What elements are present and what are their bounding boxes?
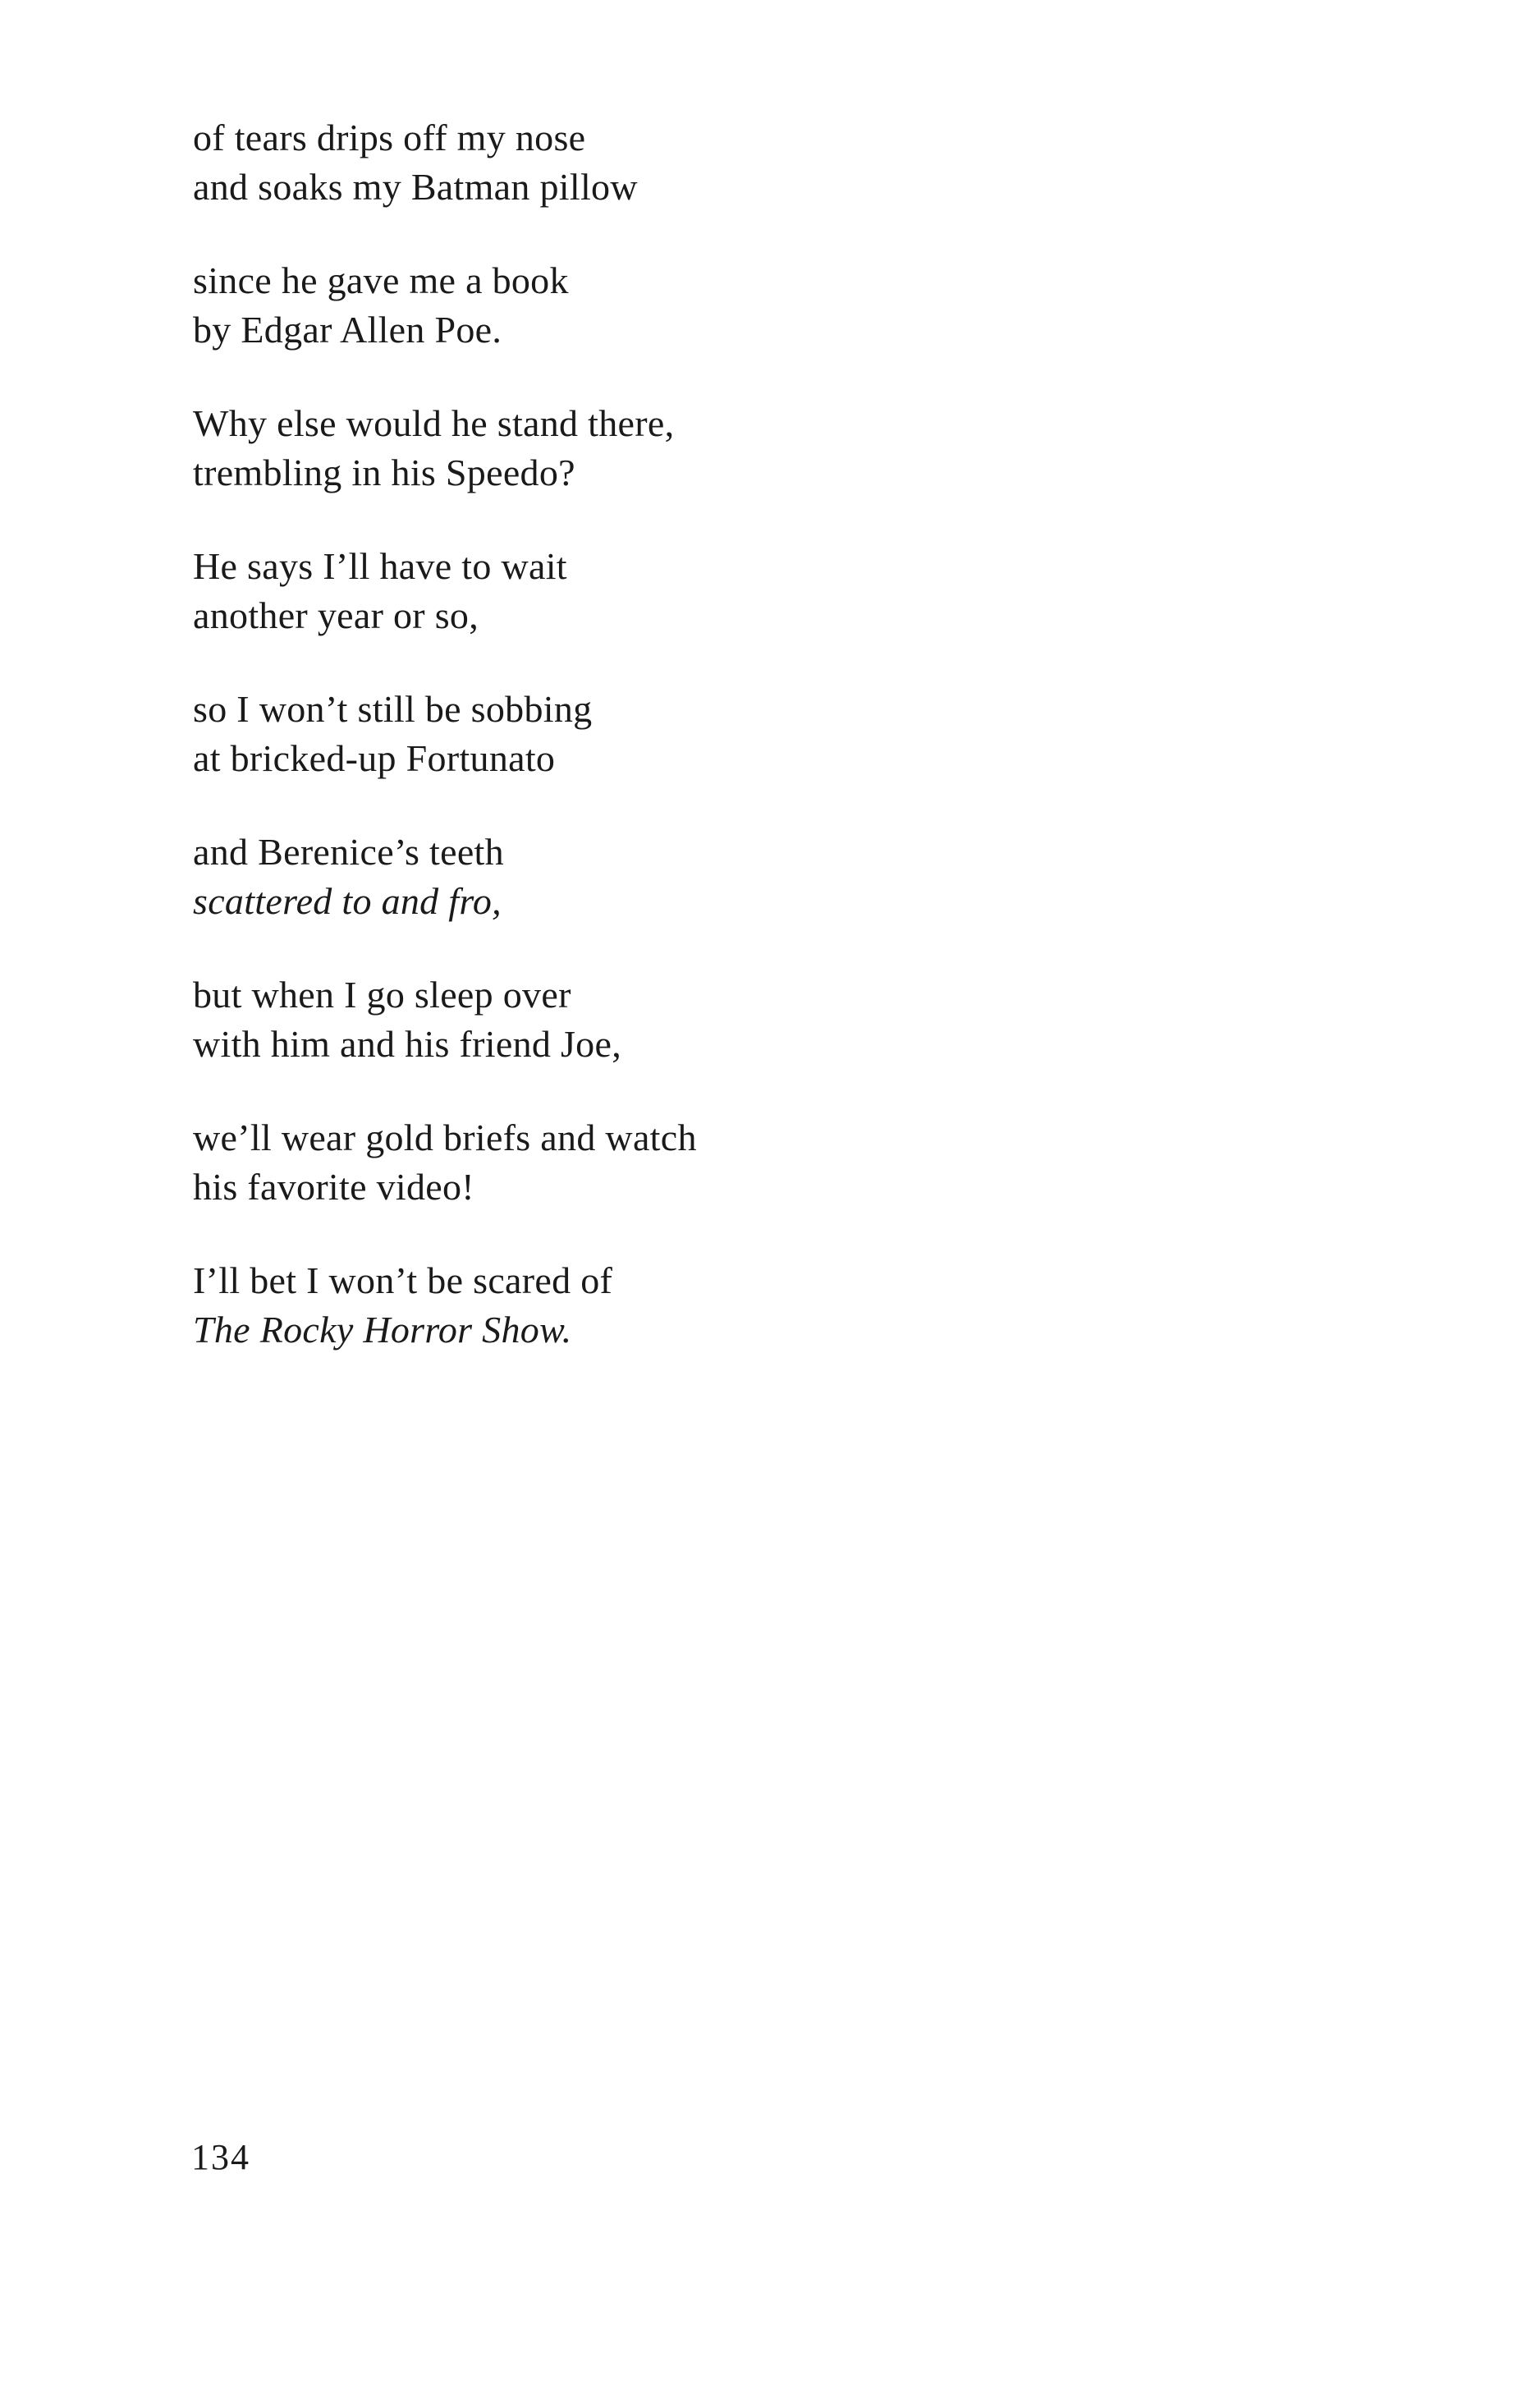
poem-line: his favorite video! [193, 1166, 474, 1208]
poem-line: at bricked-up Fortunato [193, 737, 556, 779]
stanza [193, 970, 1342, 1069]
stanza [193, 685, 1342, 783]
poem-line: so I won’t still be sobbing [193, 688, 593, 730]
poem-line: and soaks my Batman pillow [193, 166, 638, 208]
poem-line: I’ll bet I won’t be scared of [193, 1259, 613, 1301]
stanza [193, 1113, 1342, 1212]
page-number: 134 [191, 2137, 250, 2177]
stanza [193, 828, 1342, 926]
poem-line-italic: The Rocky Horror Show. [193, 1309, 572, 1351]
poem-line-italic: scattered to and fro, [193, 880, 502, 922]
poem-line: of tears drips off my nose [193, 117, 586, 158]
stanza [193, 542, 1342, 640]
poem-body [193, 113, 1342, 1399]
stanza [193, 256, 1342, 355]
stanza [193, 113, 1342, 212]
poem-line: Why else would he stand there, [193, 402, 675, 444]
poem-line: we’ll wear gold briefs and watch [193, 1117, 697, 1158]
stanza [193, 1256, 1342, 1355]
poem-line: since he gave me a book [193, 259, 569, 301]
poem-line: trembling in his Speedo? [193, 452, 575, 493]
poem-line: but when I go sleep over [193, 974, 571, 1016]
stanza [193, 399, 1342, 498]
poem-line: by Edgar Allen Poe. [193, 309, 502, 351]
poem-line: with him and his friend Joe, [193, 1023, 621, 1065]
poem-line: He says I’ll have to wait [193, 545, 567, 587]
poem-line: and Berenice’s teeth [193, 831, 504, 873]
poem-line: another year or so, [193, 594, 479, 636]
